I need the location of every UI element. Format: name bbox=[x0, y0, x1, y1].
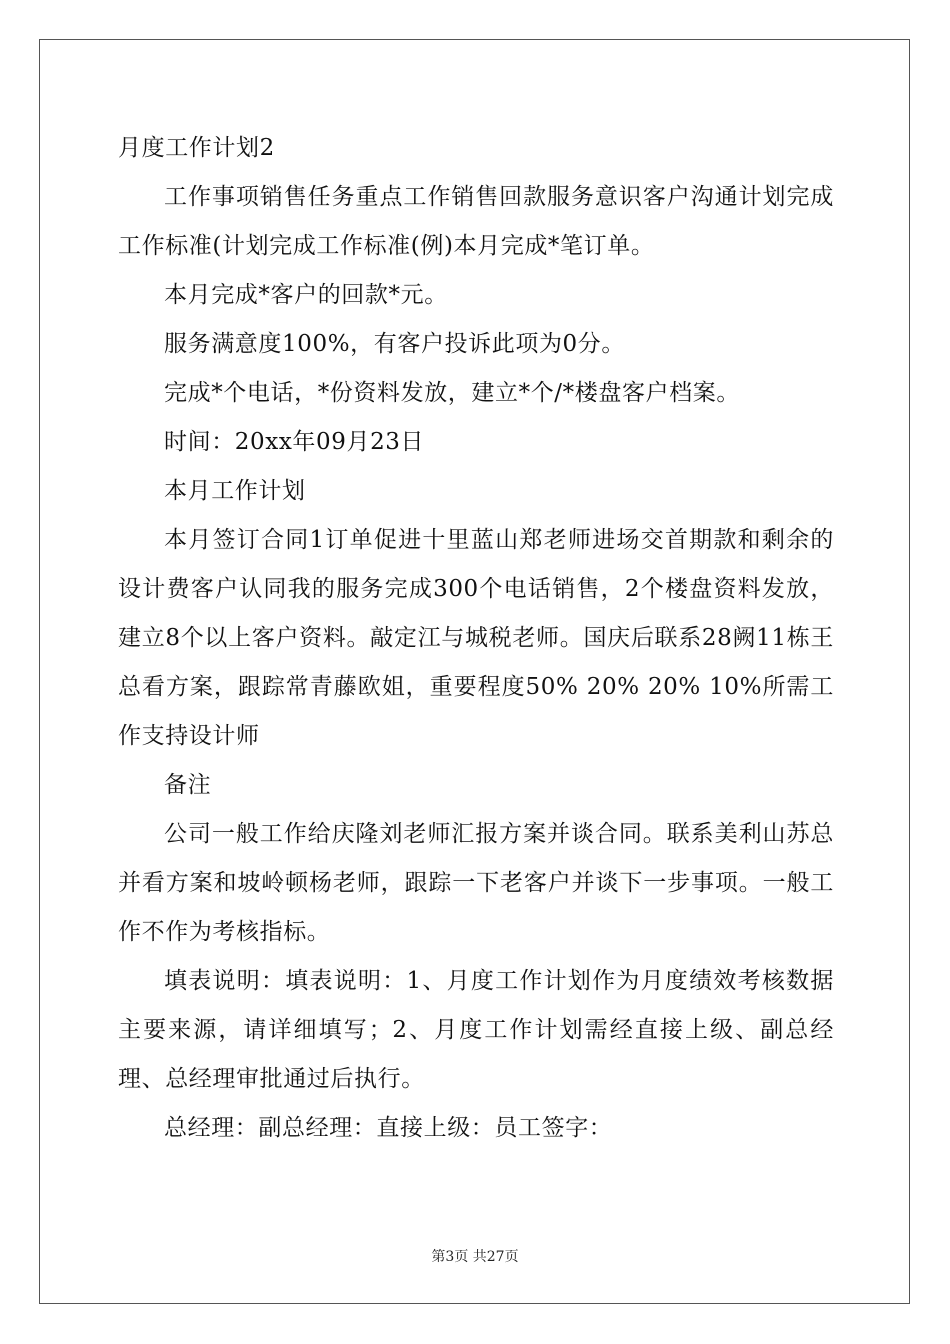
paragraph-remarks: 公司一般工作给庆隆刘老师汇报方案并谈合同。联系美利山苏总并看方案和坡岭顿杨老师，跟踪一下老客户并谈下一步事项。一般工作不作为考核指标。 bbox=[118, 821, 834, 945]
section-heading-monthly-plan: 本月工作计划 bbox=[164, 478, 306, 504]
paragraph-payment: 本月完成*客户的回款*元。 bbox=[164, 282, 448, 308]
section-heading-remarks: 备注 bbox=[164, 772, 212, 798]
document-body bbox=[118, 124, 834, 1153]
paragraph-date: 时间：20xx年09月23日 bbox=[164, 429, 425, 455]
document-title: 月度工作计划2 bbox=[118, 135, 275, 161]
paragraph-monthly-plan: 本月签订合同1订单促进十里蓝山郑老师进场交首期款和剩余的设计费客户认同我的服务完成300个电话销售，2个楼盘资料发放，建立8个以上客户资料。敲定江与城税老师。国庆后联系28阙11栋王总看方案，跟踪常青藤欧姐，重要程度50% 20% 20% 10%所需工作支持设计师 bbox=[118, 527, 834, 749]
paragraph-calls: 完成*个电话，*份资料发放，建立*个/*楼盘客户档案。 bbox=[164, 380, 740, 406]
paragraph-signatures: 总经理：副总经理：直接上级：员工签字： bbox=[164, 1115, 613, 1141]
paragraph-work-items: 工作事项销售任务重点工作销售回款服务意识客户沟通计划完成工作标准(计划完成工作标准(例)本月完成*笔订单。 bbox=[118, 184, 834, 259]
paragraph-instructions: 填表说明：填表说明：1、月度工作计划作为月度绩效考核数据主要来源，请详细填写；2、月度工作计划需经直接上级、副总经理、总经理审批通过后执行。 bbox=[118, 968, 834, 1092]
page-number: 第3页 共27页 bbox=[431, 1249, 519, 1265]
paragraph-satisfaction: 服务满意度100%，有客户投诉此项为0分。 bbox=[164, 331, 625, 357]
